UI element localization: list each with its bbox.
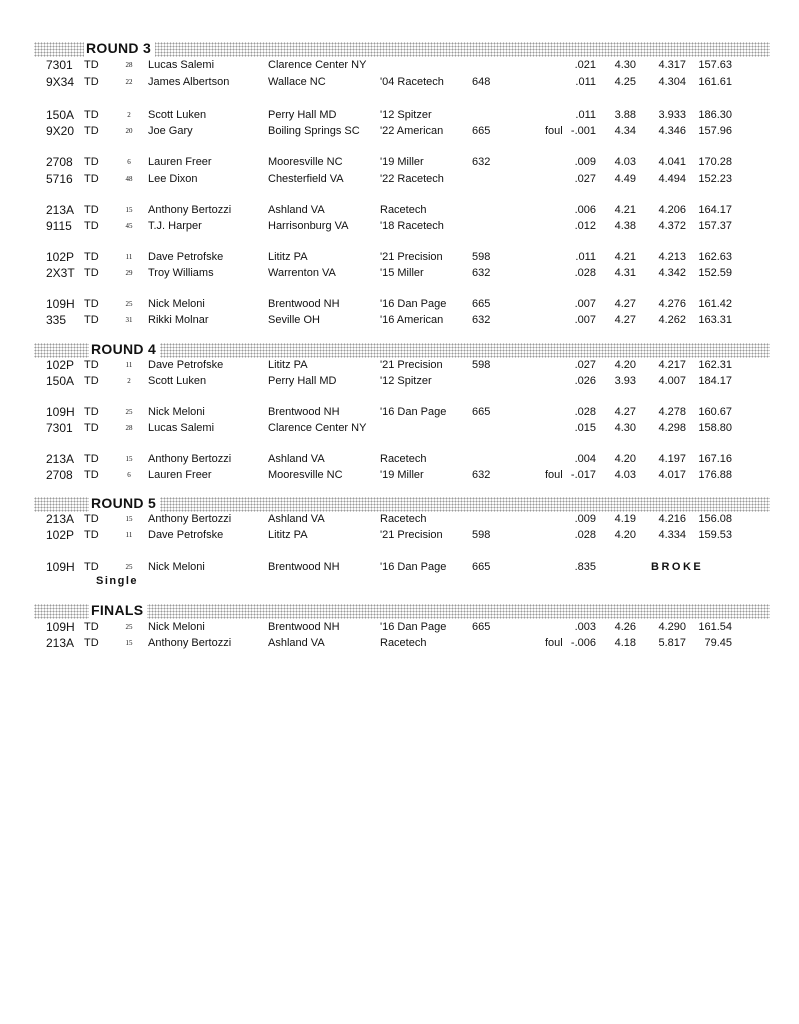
entry-number: 25 (125, 563, 133, 571)
hometown: Clarence Center NY (268, 422, 367, 434)
reaction-time: .027 (574, 359, 596, 371)
reaction-time: .028 (574, 529, 596, 541)
car-number: 109H (46, 560, 75, 574)
reaction-time: -.017 (570, 469, 596, 481)
dial-in: 632 (472, 469, 491, 481)
speed-mph: 176.88 (698, 469, 732, 481)
elapsed-time: 4.494 (658, 173, 686, 185)
sixty-foot-time: 4.26 (614, 621, 636, 633)
sixty-foot-time: 3.88 (614, 109, 636, 121)
entry-number: 31 (125, 316, 133, 324)
elapsed-time: 4.346 (658, 125, 686, 137)
table-row (0, 124, 799, 139)
entry-number: 6 (127, 158, 131, 166)
round-title: ROUND 3 (84, 39, 155, 58)
round-title: ROUND 5 (89, 494, 160, 513)
hometown: Perry Hall MD (268, 375, 337, 387)
entry-number: 15 (125, 639, 133, 647)
table-row (0, 250, 799, 265)
sixty-foot-time: 4.30 (614, 422, 636, 434)
car-number: 102P (46, 358, 75, 372)
table-row (0, 172, 799, 187)
class-code: TD (84, 173, 99, 185)
driver-name: Lucas Salemi (148, 59, 215, 71)
car-number: 2X3T (46, 266, 75, 280)
driver-name: Anthony Bertozzi (148, 513, 232, 525)
entry-number: 2 (127, 377, 131, 385)
round-title: FINALS (89, 601, 147, 620)
class-code: TD (84, 267, 99, 279)
vehicle: '21 Precision (380, 529, 443, 541)
class-code: TD (84, 406, 99, 418)
vehicle: Racetech (380, 453, 427, 465)
reaction-time: .009 (574, 513, 596, 525)
driver-name: Troy Williams (148, 267, 214, 279)
class-code: TD (84, 156, 99, 168)
sixty-foot-time: 4.49 (614, 173, 636, 185)
table-row (0, 358, 799, 373)
table-row (0, 108, 799, 123)
elapsed-time: 4.317 (658, 59, 686, 71)
entry-number: 20 (125, 127, 133, 135)
car-number: 102P (46, 250, 75, 264)
elapsed-time: 4.206 (658, 204, 686, 216)
table-row (0, 452, 799, 467)
sixty-foot-time: 4.20 (614, 529, 636, 541)
driver-name: Lauren Freer (148, 469, 212, 481)
driver-name: Dave Petrofske (148, 359, 224, 371)
car-number: 213A (46, 636, 75, 650)
car-number: 2708 (46, 155, 73, 169)
entry-number: 15 (125, 515, 133, 523)
entry-number: 11 (125, 253, 133, 261)
dial-in: 632 (472, 314, 491, 326)
elapsed-time: 5.817 (658, 637, 686, 649)
class-code: TD (84, 375, 99, 387)
car-number: 109H (46, 297, 75, 311)
speed-mph: 163.31 (698, 314, 732, 326)
table-row (0, 155, 799, 170)
speed-mph: 161.42 (698, 298, 732, 310)
elapsed-time: 4.290 (658, 621, 686, 633)
class-code: TD (84, 59, 99, 71)
vehicle: '16 American (380, 314, 444, 326)
speed-mph: 157.63 (698, 59, 732, 71)
sixty-foot-time: 4.03 (614, 469, 636, 481)
table-row (0, 512, 799, 527)
entry-number: 22 (125, 78, 133, 86)
reaction-time: .003 (574, 621, 596, 633)
table-row (0, 468, 799, 483)
dial-in: 598 (472, 359, 491, 371)
reaction-time: -.001 (570, 125, 596, 137)
hometown: Lititz PA (268, 251, 308, 263)
class-code: TD (84, 637, 99, 649)
driver-name: Lucas Salemi (148, 422, 215, 434)
dial-in: 632 (472, 156, 491, 168)
hometown: Wallace NC (268, 76, 326, 88)
class-code: TD (84, 109, 99, 121)
sixty-foot-time: 4.19 (614, 513, 636, 525)
table-row (0, 421, 799, 436)
vehicle: Racetech (380, 637, 427, 649)
vehicle: '16 Dan Page (380, 298, 447, 310)
entry-number: 45 (125, 222, 133, 230)
elapsed-time: 4.278 (658, 406, 686, 418)
reaction-time: .026 (574, 375, 596, 387)
class-code: TD (84, 529, 99, 541)
car-number: 109H (46, 620, 75, 634)
vehicle: '12 Spitzer (380, 109, 432, 121)
car-number: 335 (46, 313, 67, 327)
reaction-time: .028 (574, 267, 596, 279)
table-row (0, 620, 799, 635)
driver-name: James Albertson (148, 76, 230, 88)
elapsed-time: 4.276 (658, 298, 686, 310)
driver-name: Dave Petrofske (148, 251, 224, 263)
sixty-foot-time: 4.38 (614, 220, 636, 232)
car-number: 7301 (46, 421, 73, 435)
reaction-time: .021 (574, 59, 596, 71)
car-number: 102P (46, 528, 75, 542)
reaction-time: .835 (574, 561, 596, 573)
reaction-time: .012 (574, 220, 596, 232)
elapsed-time: 4.216 (658, 513, 686, 525)
hometown: Clarence Center NY (268, 59, 367, 71)
driver-name: Dave Petrofske (148, 529, 224, 541)
car-number: 213A (46, 512, 75, 526)
dial-in: 648 (472, 76, 491, 88)
elapsed-time: 4.213 (658, 251, 686, 263)
sixty-foot-time: 4.27 (614, 298, 636, 310)
speed-mph: 158.80 (698, 422, 732, 434)
speed-mph: 161.54 (698, 621, 732, 633)
class-code: TD (84, 220, 99, 232)
car-number: 213A (46, 452, 75, 466)
vehicle: Racetech (380, 204, 427, 216)
hometown: Lititz PA (268, 359, 308, 371)
table-row (0, 266, 799, 281)
driver-name: T.J. Harper (148, 220, 202, 232)
driver-name: Scott Luken (148, 109, 207, 121)
speed-mph: 156.08 (698, 513, 732, 525)
driver-name: Lauren Freer (148, 156, 212, 168)
vehicle: '22 American (380, 125, 444, 137)
elapsed-time: 4.017 (658, 469, 686, 481)
driver-name: Lee Dixon (148, 173, 198, 185)
sixty-foot-time: 4.21 (614, 204, 636, 216)
entry-number: 28 (125, 424, 133, 432)
hometown: Brentwood NH (268, 406, 340, 418)
reaction-time: .011 (575, 251, 596, 263)
driver-name: Anthony Bertozzi (148, 204, 232, 216)
vehicle: '16 Dan Page (380, 621, 447, 633)
hometown: Warrenton VA (268, 267, 336, 279)
speed-mph: 164.17 (698, 204, 732, 216)
class-code: TD (84, 251, 99, 263)
table-row (0, 374, 799, 389)
class-code: TD (84, 422, 99, 434)
elapsed-time: 4.197 (658, 453, 686, 465)
hometown: Mooresville NC (268, 156, 343, 168)
dial-in: 665 (472, 621, 491, 633)
table-row (0, 405, 799, 420)
hometown: Ashland VA (268, 513, 325, 525)
driver-name: Anthony Bertozzi (148, 637, 232, 649)
vehicle: '22 Racetech (380, 173, 444, 185)
entry-number: 6 (127, 471, 131, 479)
car-number: 9X20 (46, 124, 75, 138)
hometown: Chesterfield VA (268, 173, 344, 185)
class-code: TD (84, 76, 99, 88)
elapsed-time: 4.041 (658, 156, 686, 168)
table-row (0, 297, 799, 312)
elapsed-time: 4.304 (658, 76, 686, 88)
reaction-time: .004 (574, 453, 596, 465)
hometown: Harrisonburg VA (268, 220, 349, 232)
car-number: 2708 (46, 468, 73, 482)
reaction-time: .007 (574, 314, 596, 326)
elapsed-time: 4.217 (658, 359, 686, 371)
class-code: TD (84, 561, 99, 573)
reaction-time: .011 (575, 76, 596, 88)
speed-mph: 159.53 (698, 529, 732, 541)
driver-name: Nick Meloni (148, 561, 205, 573)
elapsed-time: 4.007 (658, 375, 686, 387)
class-code: TD (84, 469, 99, 481)
vehicle: '18 Racetech (380, 220, 444, 232)
car-number: 7301 (46, 58, 73, 72)
table-row (0, 203, 799, 218)
entry-number: 25 (125, 408, 133, 416)
driver-name: Rikki Molnar (148, 314, 209, 326)
car-number: 150A (46, 108, 75, 122)
entry-number: 11 (125, 531, 133, 539)
elapsed-time: 4.298 (658, 422, 686, 434)
hometown: Ashland VA (268, 204, 325, 216)
reaction-time: .006 (574, 204, 596, 216)
speed-mph: 160.67 (698, 406, 732, 418)
vehicle: '12 Spitzer (380, 375, 432, 387)
table-row (0, 528, 799, 543)
hometown: Brentwood NH (268, 298, 340, 310)
table-row (0, 560, 799, 575)
driver-name: Scott Luken (148, 375, 207, 387)
car-number: 5716 (46, 172, 73, 186)
entry-number: 2 (127, 111, 131, 119)
reaction-time: .027 (574, 173, 596, 185)
dial-in: 598 (472, 251, 491, 263)
class-code: TD (84, 125, 99, 137)
speed-mph: 152.23 (698, 173, 732, 185)
speed-mph: 170.28 (698, 156, 732, 168)
car-number: 9X34 (46, 75, 75, 89)
class-code: TD (84, 359, 99, 371)
vehicle: '19 Miller (380, 156, 424, 168)
elapsed-time: 4.342 (658, 267, 686, 279)
speed-mph: 162.63 (698, 251, 732, 263)
vehicle: '19 Miller (380, 469, 424, 481)
sixty-foot-time: 4.34 (614, 125, 636, 137)
sixty-foot-time: 4.03 (614, 156, 636, 168)
table-row (0, 313, 799, 328)
run-note: BROKE (651, 561, 704, 573)
foul-flag: foul (545, 469, 563, 481)
dial-in: 598 (472, 529, 491, 541)
dial-in: 665 (472, 125, 491, 137)
round-3-header (34, 42, 770, 57)
foul-flag: foul (545, 637, 563, 649)
dial-in: 665 (472, 561, 491, 573)
reaction-time: .007 (574, 298, 596, 310)
driver-name: Joe Gary (148, 125, 193, 137)
vehicle: Racetech (380, 513, 427, 525)
entry-number: 25 (125, 623, 133, 631)
driver-name: Nick Meloni (148, 406, 205, 418)
vehicle: '15 Miller (380, 267, 424, 279)
reaction-time: .009 (574, 156, 596, 168)
dial-in: 665 (472, 406, 491, 418)
table-row (0, 58, 799, 73)
vehicle: '21 Precision (380, 251, 443, 263)
reaction-time: -.006 (570, 637, 596, 649)
sixty-foot-time: 4.31 (614, 267, 636, 279)
sixty-foot-time: 4.18 (614, 637, 636, 649)
dial-in: 665 (472, 298, 491, 310)
reaction-time: .015 (574, 422, 596, 434)
speed-mph: 161.61 (698, 76, 732, 88)
entry-number: 29 (125, 269, 133, 277)
car-number: 109H (46, 405, 75, 419)
entry-number: 25 (125, 300, 133, 308)
elapsed-time: 3.933 (658, 109, 686, 121)
elapsed-time: 4.262 (658, 314, 686, 326)
car-number: 150A (46, 374, 75, 388)
class-code: TD (84, 314, 99, 326)
speed-mph: 186.30 (698, 109, 732, 121)
hometown: Boiling Springs SC (268, 125, 360, 137)
hometown: Ashland VA (268, 453, 325, 465)
reaction-time: .011 (575, 109, 596, 121)
speed-mph: 167.16 (698, 453, 732, 465)
entry-number: 28 (125, 61, 133, 69)
driver-name: Nick Meloni (148, 621, 205, 633)
driver-name: Nick Meloni (148, 298, 205, 310)
dial-in: 632 (472, 267, 491, 279)
hometown: Lititz PA (268, 529, 308, 541)
hometown: Ashland VA (268, 637, 325, 649)
class-code: TD (84, 204, 99, 216)
entry-number: 11 (125, 361, 133, 369)
finals-header (34, 604, 770, 619)
class-code: TD (84, 621, 99, 633)
speed-mph: 162.31 (698, 359, 732, 371)
table-row (0, 636, 799, 651)
sixty-foot-time: 4.20 (614, 359, 636, 371)
car-number: 213A (46, 203, 75, 217)
sixty-foot-time: 4.25 (614, 76, 636, 88)
sixty-foot-time: 4.27 (614, 406, 636, 418)
car-number: 9115 (46, 219, 72, 233)
round-4-header (34, 343, 770, 358)
speed-mph: 152.59 (698, 267, 732, 279)
vehicle: '21 Precision (380, 359, 443, 371)
round-title: ROUND 4 (89, 340, 160, 359)
class-code: TD (84, 453, 99, 465)
speed-mph: 79.45 (704, 637, 732, 649)
single-label: Single (96, 575, 139, 587)
sixty-foot-time: 4.30 (614, 59, 636, 71)
hometown: Perry Hall MD (268, 109, 337, 121)
hometown: Mooresville NC (268, 469, 343, 481)
round-5-header (34, 497, 770, 512)
vehicle: '04 Racetech (380, 76, 444, 88)
entry-number: 15 (125, 455, 133, 463)
hometown: Seville OH (268, 314, 320, 326)
speed-mph: 157.96 (698, 125, 732, 137)
speed-mph: 184.17 (698, 375, 732, 387)
table-row (0, 219, 799, 234)
class-code: TD (84, 298, 99, 310)
sixty-foot-time: 4.20 (614, 453, 636, 465)
elapsed-time: 4.334 (658, 529, 686, 541)
sixty-foot-time: 4.21 (614, 251, 636, 263)
speed-mph: 157.37 (698, 220, 732, 232)
sixty-foot-time: 4.27 (614, 314, 636, 326)
table-row (0, 75, 799, 90)
entry-number: 15 (125, 206, 133, 214)
entry-number: 48 (125, 175, 133, 183)
driver-name: Anthony Bertozzi (148, 453, 232, 465)
elapsed-time: 4.372 (658, 220, 686, 232)
hometown: Brentwood NH (268, 561, 340, 573)
vehicle: '16 Dan Page (380, 406, 447, 418)
hometown: Brentwood NH (268, 621, 340, 633)
class-code: TD (84, 513, 99, 525)
foul-flag: foul (545, 125, 563, 137)
sixty-foot-time: 3.93 (614, 375, 636, 387)
vehicle: '16 Dan Page (380, 561, 447, 573)
reaction-time: .028 (574, 406, 596, 418)
